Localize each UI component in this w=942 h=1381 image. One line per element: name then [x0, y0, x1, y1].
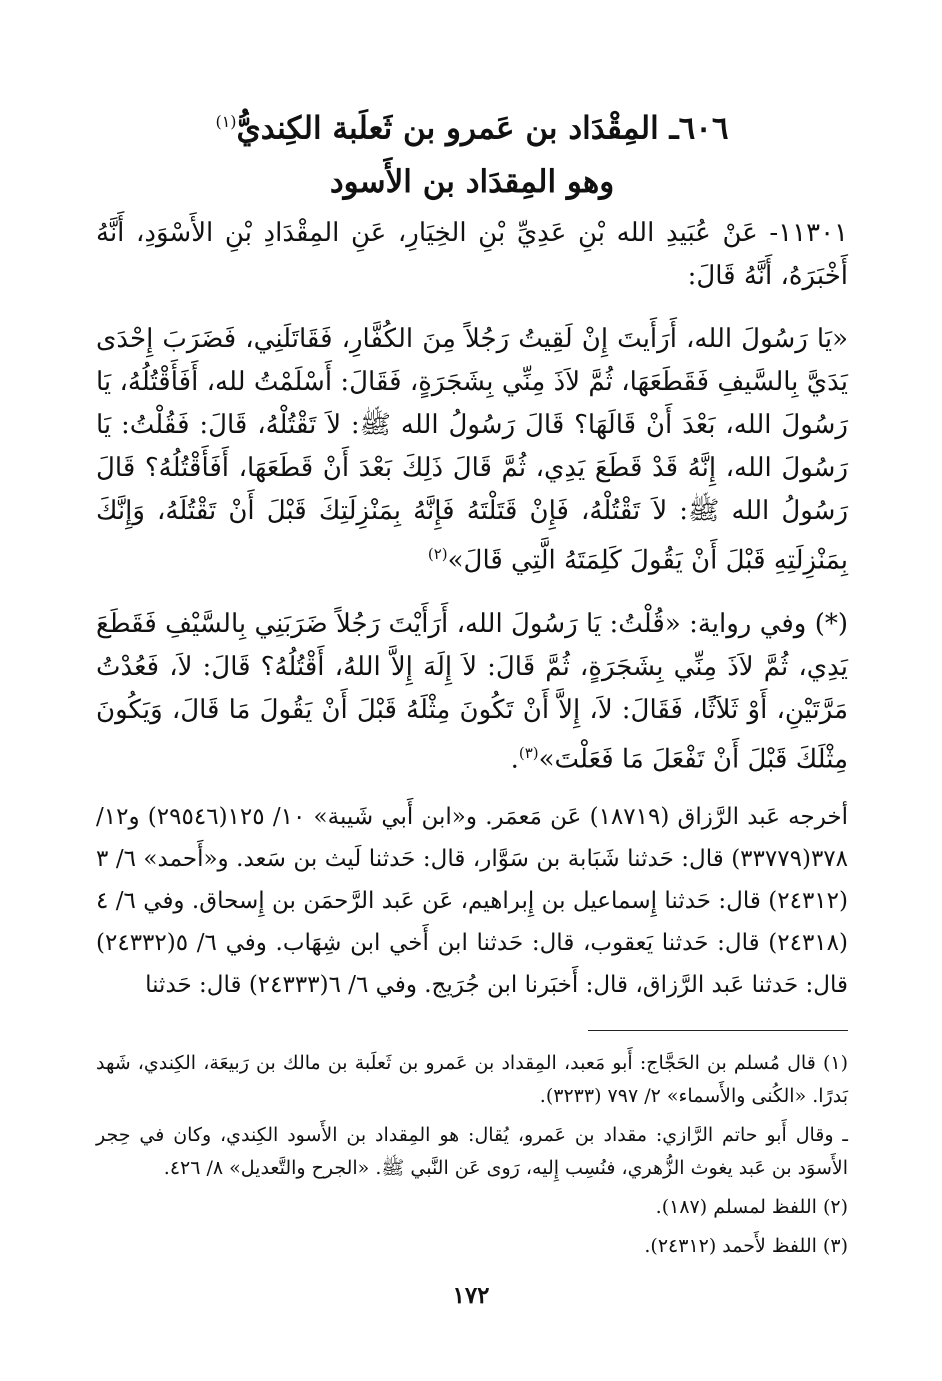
hadith-matn — [96, 318, 848, 583]
chapter-title-text: ٦٠٦ـ المِقْدَاد بن عَمرو بن ثَعلَبة الكِنديُّ — [236, 110, 729, 147]
footnote-divider — [588, 1030, 848, 1031]
book-page — [96, 80, 848, 1340]
hadith-matn-footnote-ref: (٢) — [427, 545, 448, 564]
hadith-riwaya-text: (*) وفي رواية: «قُلْتُ: يَا رَسُولَ الله، أَرَأَيْتَ رَجُلاً ضَرَبَنِي بِالسَّيْفِ فَقَطَعَ يَدِي، ثُمَّ لاَذَ مِنِّي بِشَجَرَةٍ، ثُمَّ قَالَ: لاَ إِلَهَ إِلاَّ اللهُ، أَقْتُلُهُ؟ قَالَ: لاَ، فَعُدْتُ مَرَّتَيْنِ، أَوْ ثَلاَثًا، فَقَالَ: لاَ، إِلاَّ أَنْ تَكُونَ مِثْلَهُ قَبْلَ أَنْ يَقُولَ مَا قَالَ، وَيَكُونَ مِثْلَكَ قَبْلَ أَنْ تَفْعَلَ مَا فَعَلْتَ» — [96, 608, 848, 775]
hadith-matn-text: «يَا رَسُولَ الله، أَرَأَيتَ إِنْ لَقِيتُ رَجُلاً مِنَ الكُفَّارِ، فَقَاتَلَنِي، فَضَرَبَ إِحْدَى يَدَيَّ بِالسَّيفِ فَقَطَعَهَا، ثُمَّ لاَذَ مِنِّي بِشَجَرَةٍ، فَقَالَ: أَسْلَمْتُ لله، أَفَأَقْتُلُهُ، يَا رَسُولَ الله، بَعْدَ أَنْ قَالَهَا؟ قَالَ رَسُولُ الله ﷺ: لاَ تَقْتُلْهُ، قَالَ: فَقُلْتُ: يَا رَسُولَ الله، إِنَّهُ قَدْ قَطَعَ يَدِي، ثُمَّ قَالَ ذَلِكَ بَعْدَ أَنْ قَطَعَهَا، أَفَأَقْتُلُهُ؟ قَالَ رَسُولُ الله ﷺ: لاَ تَقْتُلْهُ، فَإِنْ قَتَلْتَهُ فَإِنَّهُ بِمَنْزِلَتِكَ قَبْلَ أَنْ تَقْتُلَهُ، وَإِنَّكَ بِمَنْزِلَتِهِ قَبْلَ أَنْ يَقُولَ كَلِمَتَهُ الَّتِي قَالَ» — [96, 324, 848, 576]
hadith-isnad: ١١٣٠١- عَنْ عُبَيدِ الله بْنِ عَدِيِّ بْنِ الخِيَارِ، عَنِ المِقْدَادِ بْنِ الأَسْوَدِ، أَنَّهُ أَخْبَرَهُ، أَنَّهُ قَالَ: — [96, 218, 848, 292]
takhrij-sources: أخرجه عَبد الرَّزاق (١٨٧١٩) عَن مَعمَر. و«ابن أَبي شَيبة» ١٠/ ١٢٥(٢٩٥٤٦) و١٢/ ٣٧٨(٣٣٧٧٩) قال: حَدثنا شَبَابة بن سَوَّار، قال: حَدثنا لَيث بن سَعد. و«أَحمد» ٦/ ٣ (٢٤٣١٢) قال: حَدثنا إِسماعيل بن إِبراهيم، عَن عَبد الرَّحمَن بن إِسحاق. وفي ٦/ ٤ (٢٤٣١٨) قال: حَدثنا يَعقوب، قال: حَدثنا ابن أَخي ابن شِهَاب. وفي ٦/ ٥(٢٤٣٣٢) قال: حَدثنا عَبد الرَّزاق، قال: أَخبَرنا ابن جُرَيج. وفي ٦/ ٦(٢٤٣٣٣) قال: حَدثنا — [96, 803, 849, 998]
footnote-3: (٣) اللفظ لأَحمد (٢٤٣١٢). — [644, 1234, 848, 1257]
footnote-2: (٢) اللفظ لمسلم (١٨٧). — [655, 1195, 848, 1218]
chapter-title — [96, 94, 848, 156]
hadith-riwaya — [96, 603, 848, 782]
footnote-1: (١) قال مُسلم بن الحَجَّاج: أَبو مَعبد، المِقداد بن عَمرو بن ثَعلَبة بن مالك بن رَبيعَة، الكِندي، شَهد بَدرًا. «الكُنى والأَسماء» ٢/ ٧٩٧ (٣٢٣٣). — [96, 1051, 848, 1107]
page-number: ١٧٢ — [452, 1282, 490, 1309]
chapter-title-footnote-ref: (١) — [215, 112, 237, 131]
hadith-riwaya-end: . — [510, 744, 519, 775]
footnote-1-continued: ـ وقال أَبو حاتم الرَّازي: مقداد بن عَمرو، يُقال: هو المِقداد بن الأَسود الكِندي، وكان في حِجر الأَسوَد بن عَبد يغوث الزُّهري، فنُسِب إِليه، رَوى عَن النَّبي ﷺ. «الجرح والتَّعديل» ٨/ ٤٢٦. — [96, 1123, 848, 1179]
chapter-subtitle: وهو المِقدَاد بن الأَسود — [329, 164, 615, 201]
hadith-riwaya-footnote-ref: (٣) — [518, 743, 539, 762]
